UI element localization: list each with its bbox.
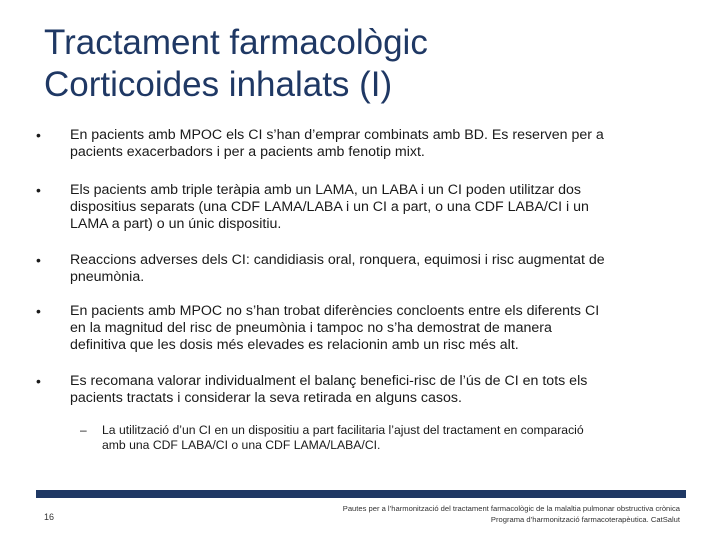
page-number: 16 [44, 512, 55, 522]
bullet-item-4-line-3: definitiva que les dosis més elevades es relacionin amb un risc més alt. [70, 337, 519, 353]
footer-source-line-2: Programa d’harmonització farmacoterapèutica. CatSalut [490, 515, 680, 524]
footer-divider [36, 490, 686, 498]
bullet-item-1 [70, 127, 690, 161]
bullet-item-4-line-1: En pacients amb MPOC no s’han trobat diferències concloents entre els diferents CI [70, 303, 600, 319]
bullet-item-3-line-2: pneumònia. [70, 269, 145, 285]
bullet-item-2-line-1: Els pacients amb triple teràpia amb un LAMA, un LABA i un CI poden utilitzar dos [70, 182, 582, 198]
footer-source [343, 503, 680, 525]
bullet-marker: • [36, 182, 41, 198]
bullet-item-2-line-3: LAMA a part) o un únic dispositiu. [70, 216, 282, 232]
bullet-item-4 [70, 303, 690, 354]
bullet-marker: • [36, 303, 41, 319]
sub-bullet-item [102, 423, 682, 453]
bullet-item-2 [70, 182, 690, 233]
bullet-marker: • [36, 373, 41, 389]
slide-title-line-1: Tractament farmacològic [44, 23, 428, 62]
sub-bullet-line-2: amb una CDF LABA/CI o una CDF LAMA/LABA/CI. [102, 438, 381, 452]
bullet-item-1-line-1: En pacients amb MPOC els CI s’han d’emprar combinats amb BD. Es reserven per a [70, 127, 604, 143]
footer-source-line-1: Pautes per a l’harmonització del tractament farmacològic de la malaltia pulmonar obstructiva crònica [342, 504, 680, 513]
sub-bullet-line-1: La utilització d’un CI en un dispositiu a part facilitaria l’ajust del tractament en comparació [102, 423, 584, 437]
sub-bullet-marker: – [80, 423, 87, 437]
slide-title-line-2: Corticoides inhalats (I) [44, 65, 393, 104]
bullet-item-3 [70, 252, 690, 286]
bullet-marker: • [36, 252, 41, 268]
slide-title [44, 22, 684, 106]
bullet-item-2-line-2: dispositius separats (una CDF LAMA/LABA i un CI a part, o una CDF LABA/CI i un [70, 199, 589, 215]
bullet-item-5-line-1: Es recomana valorar individualment el balanç benefici-risc de l’ús de CI en tots els [70, 373, 588, 389]
bullet-marker: • [36, 127, 41, 143]
bullet-item-3-line-1: Reaccions adverses dels CI: candidiasis oral, ronquera, equimosi i risc augmentat de [70, 252, 605, 268]
bullet-item-5 [70, 373, 690, 407]
bullet-item-1-line-2: pacients exacerbadors i per a pacients amb fenotip mixt. [70, 144, 425, 160]
bullet-item-4-line-2: en la magnitud del risc de pneumònia i tampoc no s’ha demostrat de manera [70, 320, 552, 336]
bullet-item-5-line-2: pacients tractats i considerar la seva retirada en alguns casos. [70, 390, 462, 406]
